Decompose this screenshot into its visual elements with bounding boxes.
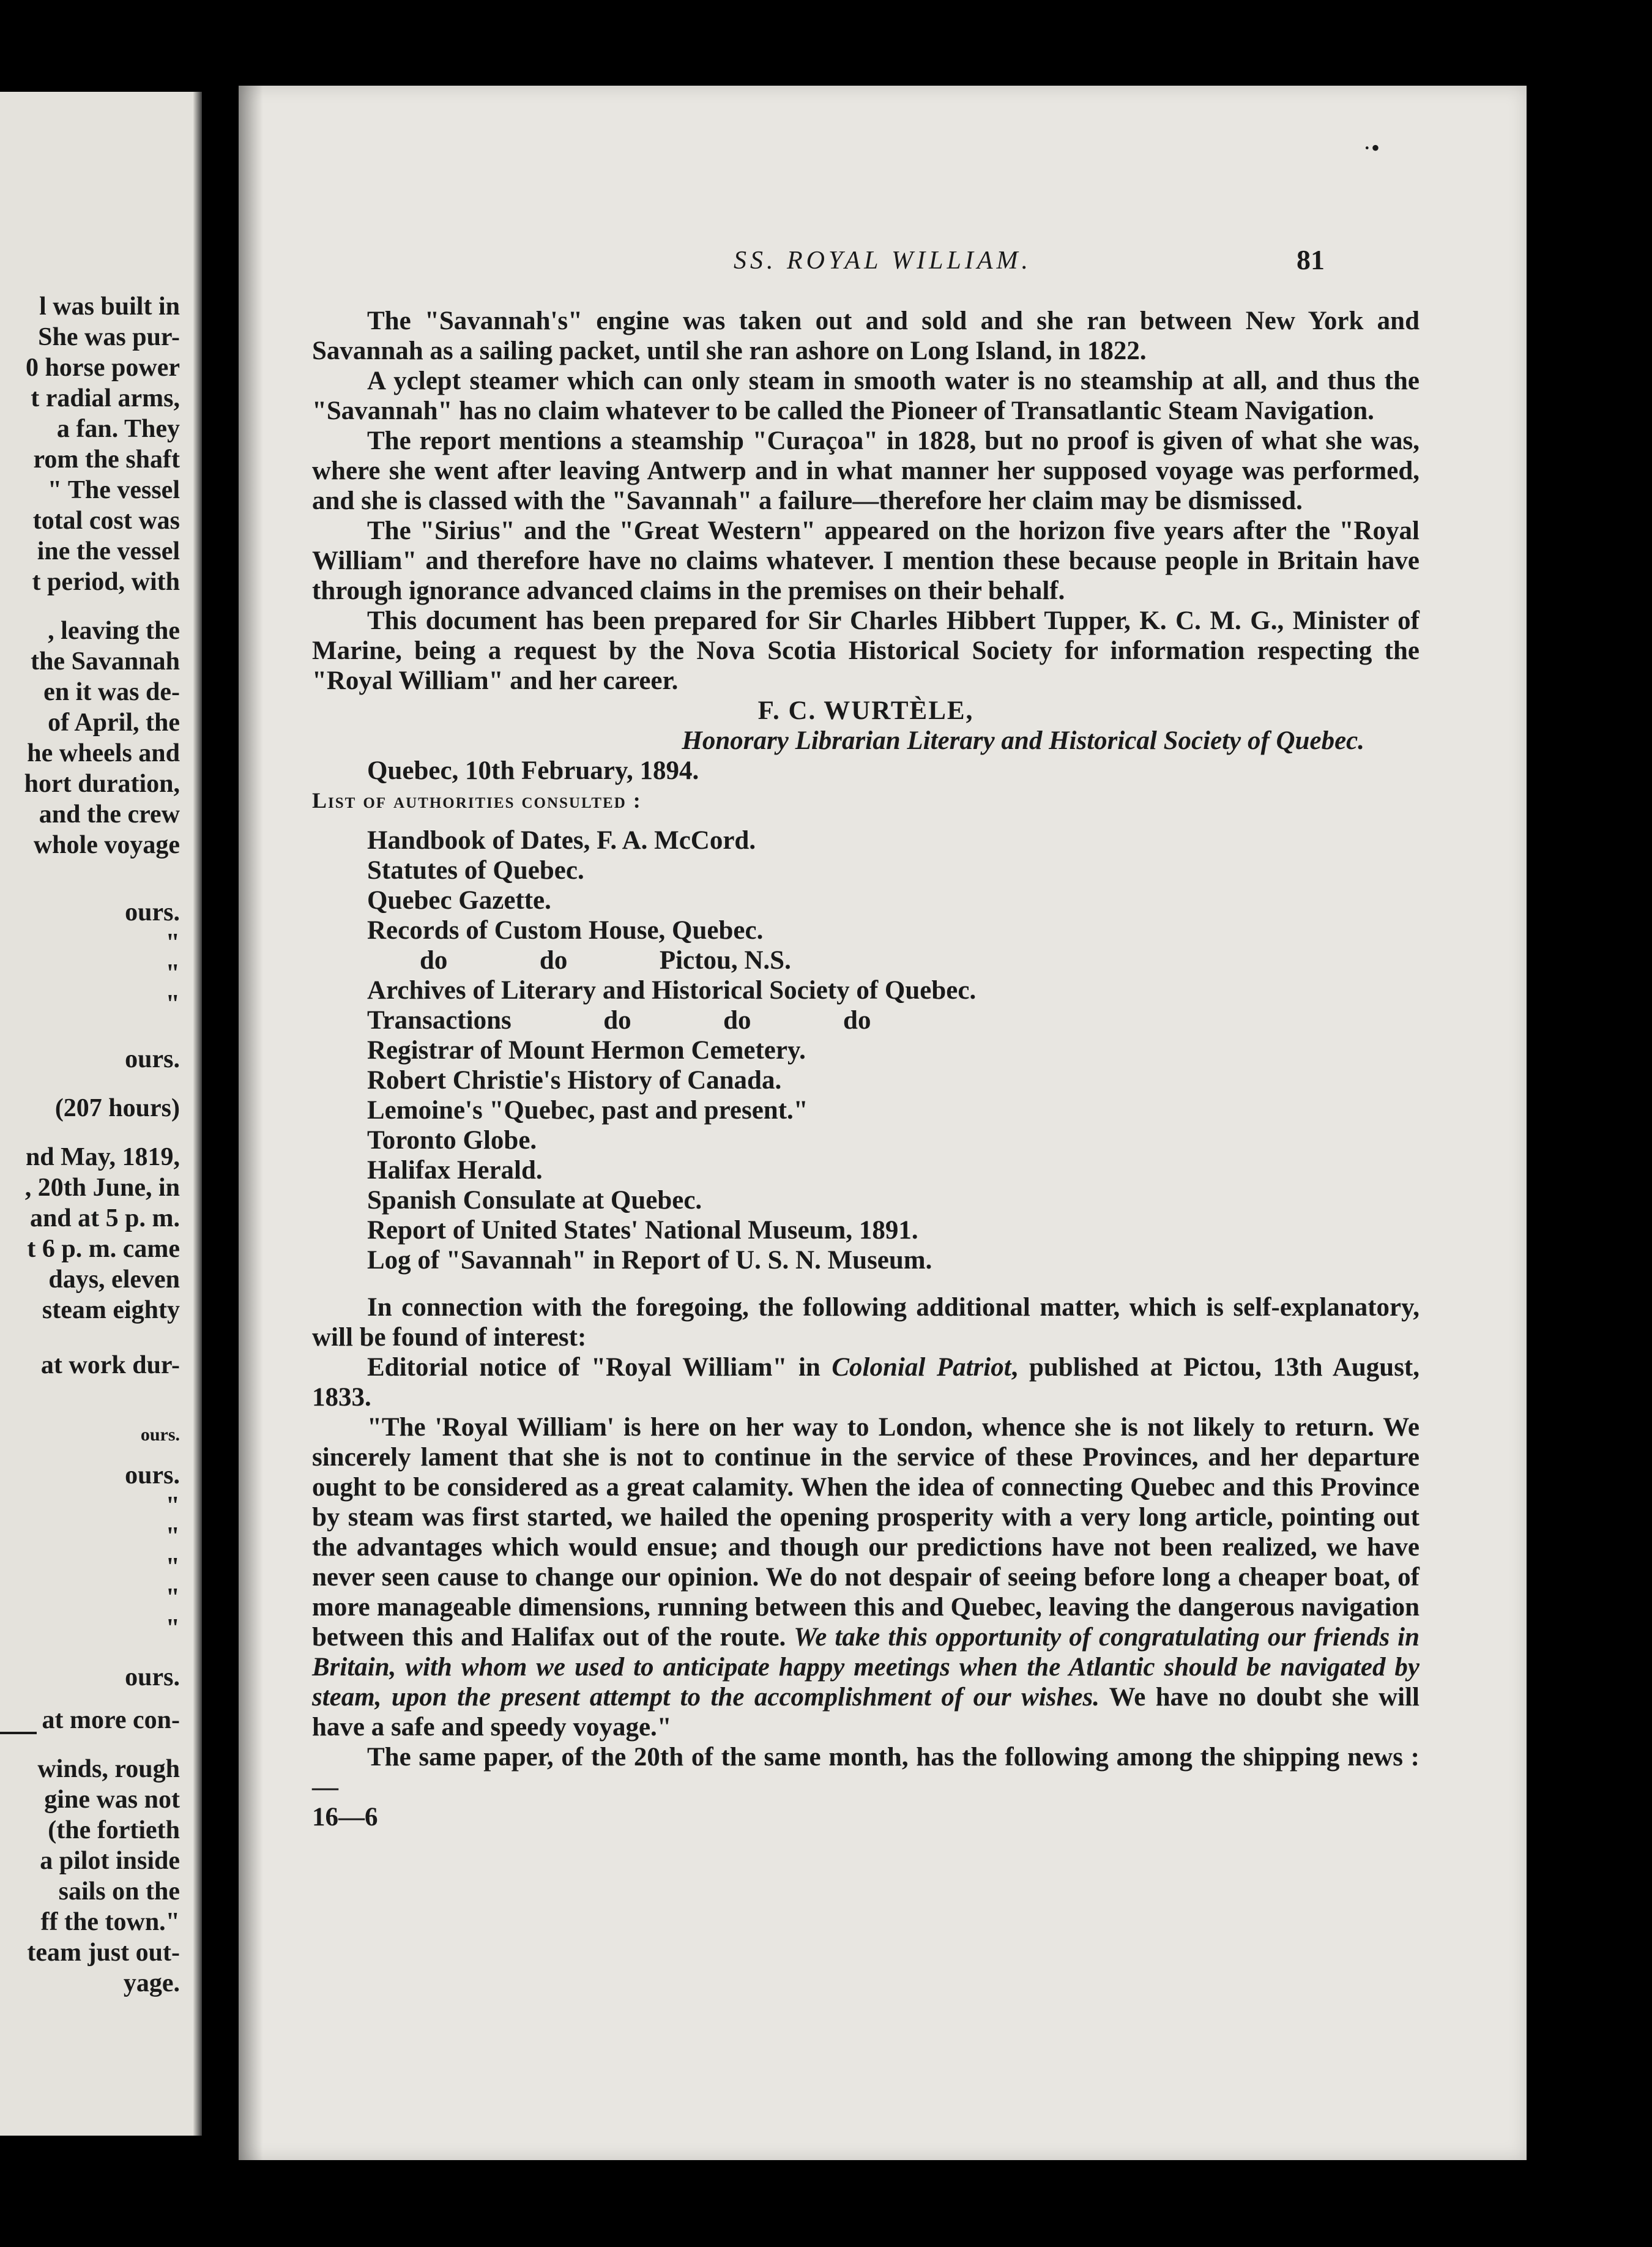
previous-page-line: "	[165, 1492, 180, 1520]
previous-page-line: "	[165, 929, 180, 957]
previous-page-line: " The vessel	[47, 476, 180, 504]
list-item: Records of Custom House, Quebec.	[367, 916, 764, 945]
list-item: Report of United States' National Museum, 1891.	[367, 1216, 918, 1245]
previous-page-line: the Savannah	[31, 647, 180, 676]
previous-page-line: "	[165, 1553, 180, 1581]
signature-mark: 16—6	[312, 1803, 378, 1832]
previous-page-rule	[0, 1732, 37, 1734]
previous-page-line: he wheels and	[27, 739, 180, 767]
list-item: Halifax Herald.	[367, 1156, 543, 1185]
book-gutter	[193, 92, 202, 2136]
previous-page-line: hort duration,	[24, 770, 180, 798]
previous-page-line: "	[165, 1522, 180, 1551]
paragraph-sirius: The "Sirius" and the "Great Western" appeared on the horizon five years after the "Royal William" and therefore have no claims whatever. I mention these because people in Britain have through ignorance advanced claims in the premises on their behalf.	[312, 516, 1419, 605]
previous-page-line: l was built in	[39, 293, 180, 321]
signature-title: Honorary Librarian Literary and Historical Society of Quebec.	[682, 726, 1364, 755]
previous-page-line: "	[165, 1614, 180, 1642]
book-page	[239, 86, 1527, 2160]
paragraph-editorial-notice	[312, 1352, 1419, 1412]
previous-page-line: ours.	[125, 1461, 180, 1489]
previous-page-line: ours.	[125, 1663, 180, 1691]
previous-page-line: ours.	[125, 1045, 180, 1073]
previous-page-line: ours.	[140, 1425, 180, 1445]
list-item: Lemoine's "Quebec, past and present."	[367, 1096, 808, 1125]
list-item: Transactions do do do	[367, 1006, 871, 1035]
paragraph-document-prepared: This document has been prepared for Sir Charles Hibbert Tupper, K. C. M. G., Minister of Marine, being a request by the Nova Scotia Historical Society for information respecting the "Royal William" and her career.	[312, 606, 1419, 695]
editorial-prefix: Editorial notice of "Royal William" in	[367, 1353, 832, 1382]
previous-page-line: ff the town."	[40, 1908, 180, 1936]
previous-page-line: a pilot inside	[40, 1847, 180, 1875]
previous-page-line: team just out-	[27, 1939, 180, 1967]
previous-page-line: t period, with	[32, 568, 180, 596]
previous-page-line: sails on the	[58, 1877, 180, 1906]
previous-page-line: (207 hours)	[54, 1094, 180, 1122]
list-item: Spanish Consulate at Quebec.	[367, 1186, 702, 1215]
quote-end: We have no doubt she will have a safe and speedy voyage."	[312, 1683, 1419, 1742]
authorities-heading: List of authorities consulted :	[312, 788, 642, 813]
paragraph-yclept-steamer: A yclept steamer which can only steam in smooth water is no steamship at all, and thus the "Savannah" has no claim whatever to be called the Pioneer of Transatlantic Steam Navigation.	[312, 367, 1419, 425]
previous-page-line: "	[165, 960, 180, 988]
previous-page-line: rom the shaft	[33, 445, 180, 474]
previous-page-line: ine the vessel	[37, 537, 180, 565]
quote-italic: We take this opportunity of congratulating our friends in Britain, with whom we used to anticipate happy meetings when the Atlantic should be navigated by steam, upon the present attempt to the accomplishment of our wishes.	[312, 1623, 1419, 1712]
previous-page-line: gine was not	[44, 1786, 180, 1814]
previous-page-line: , 20th June, in	[24, 1174, 180, 1202]
list-item: Quebec Gazette.	[367, 886, 551, 915]
previous-page-line: t 6 p. m. came	[27, 1235, 180, 1263]
previous-page-line: ours.	[125, 898, 180, 926]
previous-page	[0, 92, 202, 2136]
spine-shadow	[239, 86, 263, 2160]
previous-page-line: at more con-	[42, 1706, 180, 1734]
previous-page-line: days, eleven	[48, 1265, 180, 1294]
list-item: Robert Christie's History of Canada.	[367, 1066, 782, 1095]
paragraph-shipping-news: The same paper, of the 20th of the same month, has the following among the shipping news :—	[312, 1743, 1419, 1802]
page-number: 81	[1297, 244, 1325, 275]
previous-page-line: and at 5 p. m.	[29, 1204, 180, 1232]
previous-page-line: "	[165, 1584, 180, 1612]
previous-page-line: yage.	[123, 1969, 180, 1997]
page-body	[312, 306, 1419, 1832]
previous-page-line: of April, the	[48, 709, 180, 737]
previous-page-line: (the fortieth	[48, 1816, 180, 1844]
previous-page-line: 0 horse power	[26, 354, 180, 382]
authorities-list	[312, 825, 1419, 1275]
previous-page-line: at work dur-	[40, 1351, 180, 1379]
running-head: SS. ROYAL WILLIAM.	[734, 247, 1032, 275]
previous-page-line: a fan. They	[56, 415, 180, 443]
previous-page-line: steam eighty	[42, 1296, 180, 1324]
previous-page-line: whole voyage	[33, 831, 180, 859]
paragraph-connection: In connection with the foregoing, the following additional matter, which is self-explanatory, will be found of interest:	[312, 1293, 1419, 1352]
list-item: do do Pictou, N.S.	[367, 946, 791, 975]
previous-page-line: t radial arms,	[31, 384, 180, 412]
paragraph-quotation	[312, 1412, 1419, 1742]
previous-page-line: total cost was	[32, 507, 180, 535]
list-item: Toronto Globe.	[367, 1126, 537, 1155]
previous-page-line: nd May, 1819,	[25, 1143, 180, 1171]
previous-page-line: en it was de-	[43, 678, 180, 706]
previous-page-line: and the crew	[39, 800, 180, 829]
previous-page-line: She was pur-	[38, 323, 180, 351]
list-item: Registrar of Mount Hermon Cemetery.	[367, 1036, 806, 1065]
paragraph-savannah-engine: The "Savannah's" engine was taken out and sold and she ran between New York and Savannah as a sailing packet, until she ran ashore on Long Island, in 1822.	[312, 307, 1419, 365]
previous-page-line: winds, rough	[37, 1755, 180, 1783]
print-specks: ·•	[1363, 134, 1380, 162]
list-item: Statutes of Quebec.	[367, 856, 584, 885]
newspaper-title: Colonial Patriot	[832, 1353, 1011, 1382]
list-item: Archives of Literary and Historical Society of Quebec.	[367, 976, 977, 1005]
quote-plain: "The 'Royal William' is here on her way to London, whence she is not likely to return. We sincerely lament that she is not to continue in the service of these Provinces, and her departure ought to be considered as a great calamity. When the idea of connecting Quebec and this Province by steam was first started, we hailed the opening prosperity with a very long article, pointing out the advantages which would ensue; and though our predictions have not been realized, we have never seen cause to change our opinion. We do not despair of seeing before long a cheaper boat, of more manageable dimensions, running between this and Quebec, leaving the dangerous navigation between this and Halifax out of the route.	[312, 1413, 1419, 1652]
paragraph-curacoa: The report mentions a steamship "Curaçoa" in 1828, but no proof is given of what she was, where she went after leaving Antwerp and in what manner her supposed voyage was performed, and she is classed with the "Savannah" a failure—therefore her claim may be dismissed.	[312, 427, 1419, 515]
previous-page-line: , leaving the	[48, 617, 180, 645]
list-item: Handbook of Dates, F. A. McCord.	[367, 826, 756, 855]
list-item: Log of "Savannah" in Report of U. S. N. Museum.	[367, 1246, 932, 1275]
dateline: Quebec, 10th February, 1894.	[367, 756, 699, 785]
editorial-suffix: , published at Pictou, 13th August, 1833.	[312, 1353, 1420, 1412]
previous-page-line: "	[165, 990, 180, 1018]
signature-name: F. C. WURTÈLE,	[757, 696, 974, 725]
